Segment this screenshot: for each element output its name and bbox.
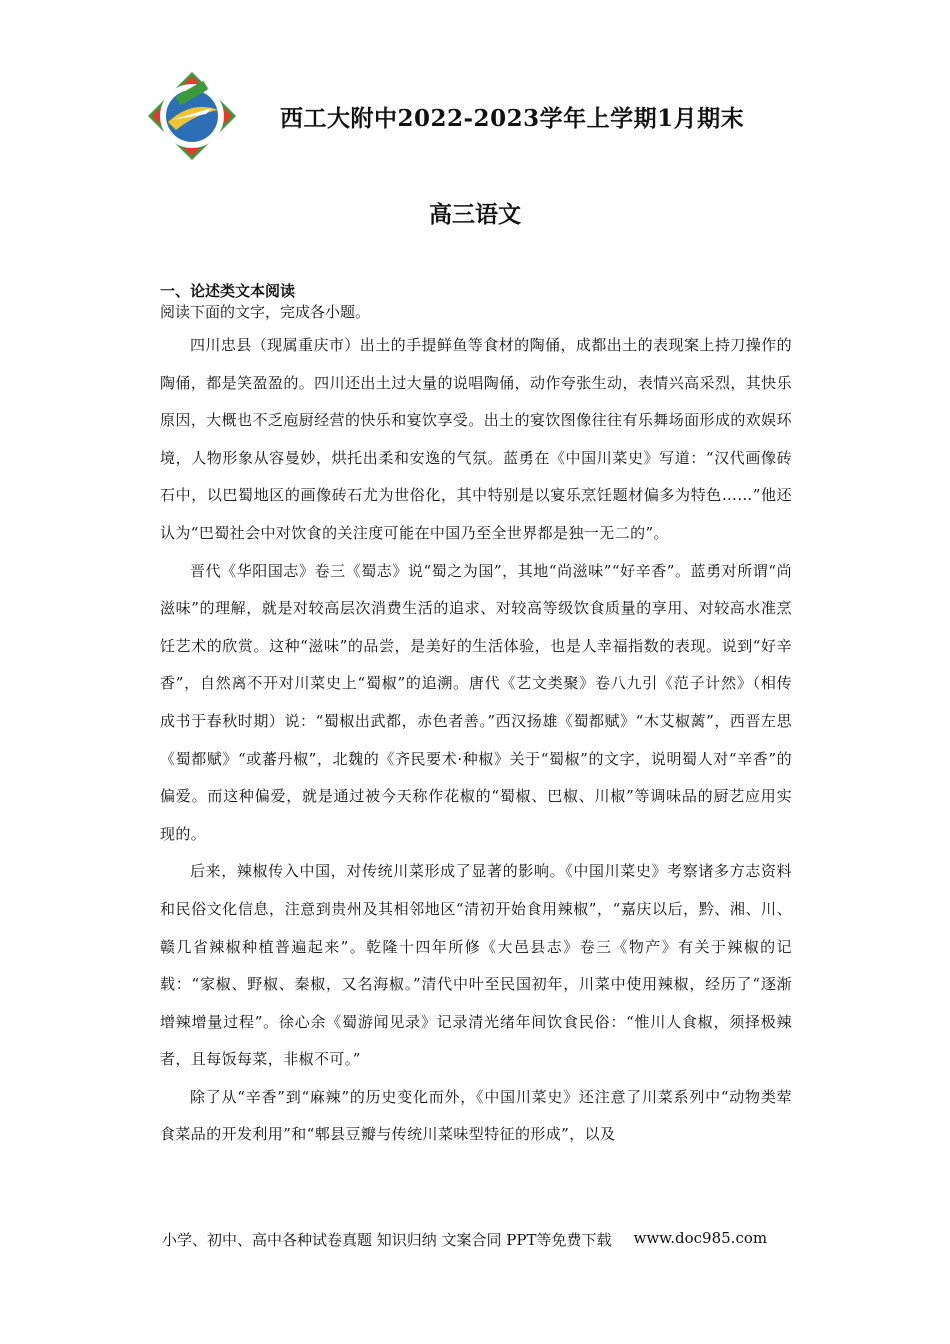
- school-logo-icon: [146, 70, 238, 162]
- section-heading: 一、论述类文本阅读: [160, 282, 296, 300]
- document-body: [160, 282, 792, 1154]
- paragraph-4: 除了从“辛香”到“麻辣”的历史变化而外，《中国川菜史》还注意了川菜系列中“动物类荤食菜品的开发利用”和“郫县豆瓣与传统川菜味型特征的形成”，以及: [160, 1087, 792, 1144]
- paragraph-3: 后来，辣椒传入中国，对传统川菜形成了显著的影响。《中国川菜史》考察诸多方志资料和民俗文化信息，注意到贵州及其相邻地区“清初开始食用辣椒”，“嘉庆以后，黔、湘、川、赣几省辣椒种植普遍起来”。乾隆十四年所修《大邑县志》卷三《物产》有关于辣椒的记载：“家椒、野椒、秦椒，又名海椒。”清代中叶至民国初年，川菜中使用辣椒，经历了“逐渐增辣增量过程”。徐心余《蜀游闻见录》记录清光绪年间饮食民俗：“惟川人食椒，须择极辣者，且每饭每菜，非椒不可。”: [160, 862, 792, 1069]
- footer-text: 小学、初中、高中各种试卷真题 知识归纳 文案合同 PPT等免费下载: [162, 1231, 612, 1249]
- school-logo: [146, 70, 238, 162]
- footer-site-link[interactable]: www.doc985.com: [633, 1229, 768, 1247]
- page-title: 西工大附中2022-2023学年上学期1月期末: [280, 105, 745, 132]
- paragraph-2: 晋代《华阳国志》卷三《蜀志》说“蜀之为国”，其地“尚滋味”“好辛香”。蓝勇对所谓“尚滋味”的理解，就是对较高层次消费生活的追求、对较高等级饮食质量的享用、对较高水准烹饪艺术的欣赏。这种“滋味”的品尝，是美好的生活体验，也是人幸福指数的表现。说到“好辛香”，自然离不开对川菜史上“蜀椒”的追溯。唐代《艺文类聚》卷八九引《范子计然》（相传成书于春秋时期）说：“蜀椒出武都，赤色者善。”西汉扬雄《蜀都赋》“木艾椒蓠”，西晋左思《蜀都赋》“或蕃丹椒”，北魏的《齐民要术·种椒》关于“蜀椒”的文字，说明蜀人对“辛香”的偏爱。而这种偏爱，就是通过被今天称作花椒的“蜀椒、巴椒、川椒”等调味品的厨艺应用实现的。: [160, 561, 792, 843]
- section-instruction: 阅读下面的文字，完成各小题。: [160, 303, 371, 321]
- paragraph-1: 四川忠县（现属重庆市）出土的手提鲜鱼等食材的陶俑，成都出土的表现案上持刀操作的陶俑，都是笑盈盈的。四川还出土过大量的说唱陶俑，动作夸张生动，表情兴高采烈，其快乐原因，大概也不乏庖厨经营的快乐和宴饮享受。出土的宴饮图像往往有乐舞场面形成的欢娱环境，人物形象从容曼妙，烘托出柔和安逸的气氛。蓝勇在《中国川菜史》写道：“汉代画像砖石中，以巴蜀地区的画像砖石尤为世俗化，其中特别是以宴乐烹饪题材偏多为特色……”他还认为“巴蜀社会中对饮食的关注度可能在中国乃至全世界都是独一无二的”。: [160, 336, 792, 542]
- page-subtitle: 高三语文: [429, 201, 521, 228]
- page-footer: [162, 1229, 802, 1250]
